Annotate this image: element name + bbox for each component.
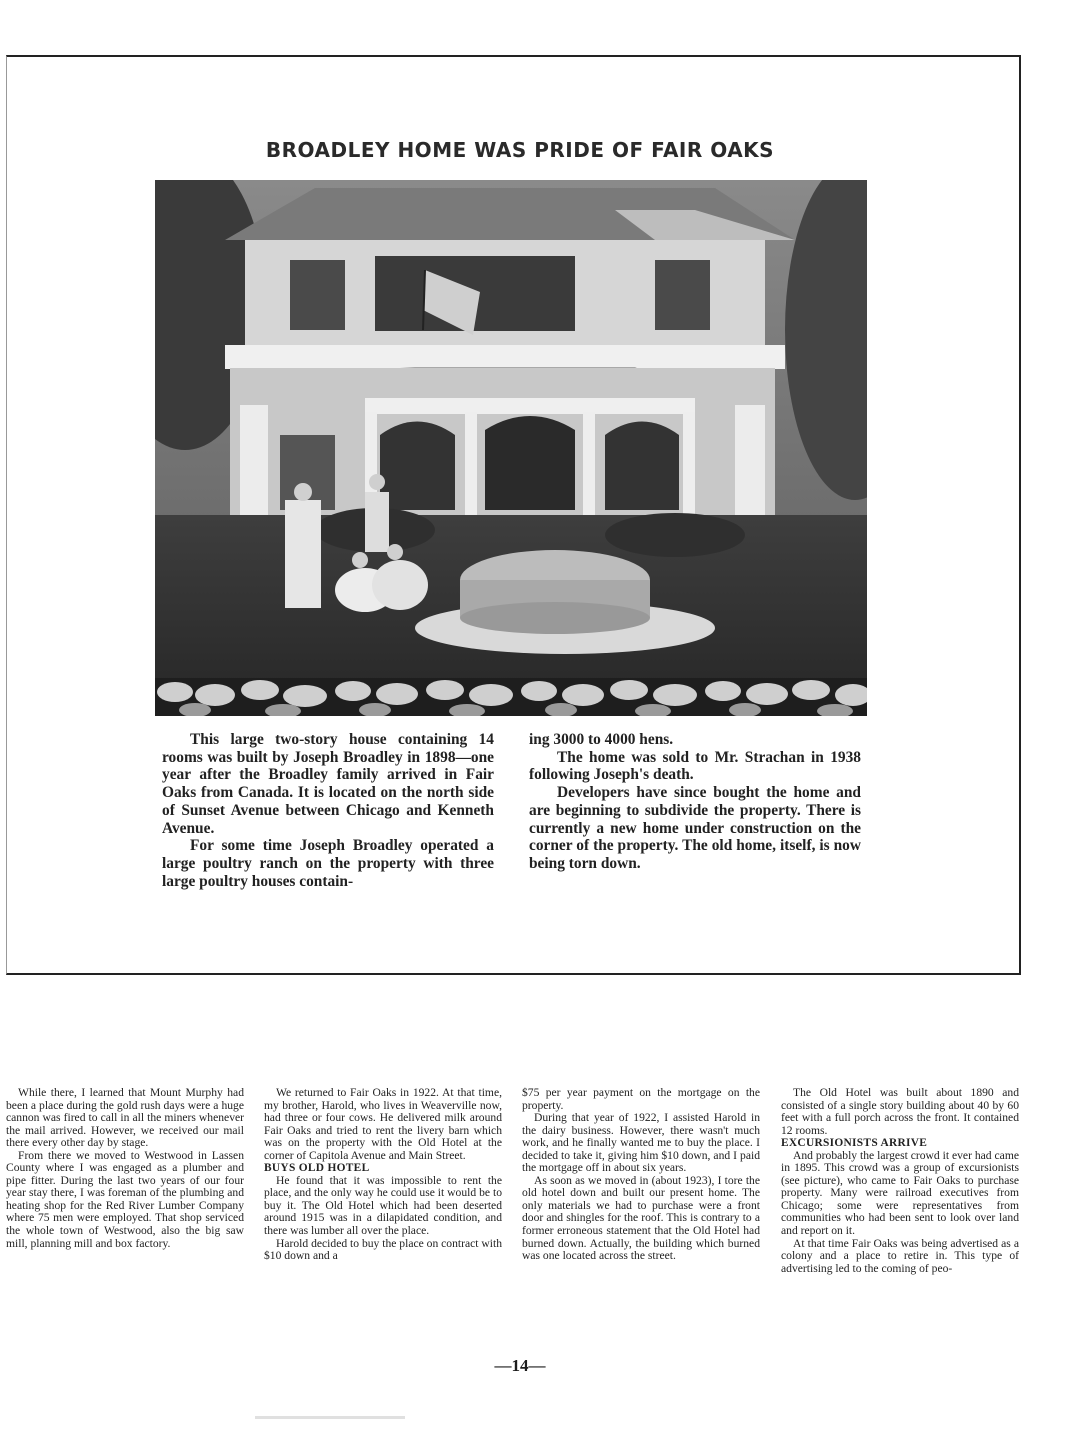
article-column-1: [6, 1087, 244, 1250]
article-paragraph: At that time Fair Oaks was being advertised as a colony and a place to retire in. This type of advertising led to the coming of peo-: [781, 1236, 1019, 1275]
caption-paragraph: Developers have since bought the home and are beginning to subdivide the property. There is currently a new home under construction on the corner of the property. The old home, itself, is now being torn down.: [529, 784, 861, 872]
article-paragraph: We returned to Fair Oaks in 1922. At that time, my brother, Harold, who lives in Weaverville now, had three or four cows. He delivered milk around Fair Oaks and tried to rent the livery barn which was on the property with the Old Hotel at the corner of Capitola Avenue and Main Street.: [264, 1086, 502, 1162]
caption-paragraph: For some time Joseph Broadley operated a large poultry ranch on the property with three large poultry houses contain-: [162, 837, 494, 890]
article-paragraph: Harold decided to buy the place on contract with $10 down and a: [264, 1236, 502, 1263]
article-paragraph: He found that it was impossible to rent the place, and the only way he could use it would be to buy it. The Old Hotel which had been deserted around 1915 was in a dilapidated condition, and there was lumber all over the place.: [264, 1173, 502, 1238]
article-paragraph: And probably the largest crowd it ever had came in 1895. This crowd was a group of excursionists (see picture), who came to Fair Oaks to purchase property. Many were railroad executives from Chicago; some were representatives from communities who had been sent to look over land and report on it.: [781, 1148, 1019, 1238]
caption-paragraph: The home was sold to Mr. Strachan in 1938 following Joseph's death.: [529, 748, 861, 784]
subheading-buys-old-hotel: BUYS OLD HOTEL: [264, 1162, 370, 1175]
article-column-4: [781, 1087, 1019, 1275]
subheading-excursionists-arrive: EXCURSIONISTS ARRIVE: [781, 1137, 928, 1150]
broadley-house-photo-icon: [155, 180, 867, 716]
caption-column-1: [162, 731, 494, 890]
article-paragraph: While there, I learned that Mount Murphy had been a place during the gold rush days were a huge cannon was fired to call in all the miners whenever the mail arrived. However, we received our mail there every other day by stage.: [6, 1086, 244, 1150]
article-paragraph: The Old Hotel was built about 1890 and consisted of a single story building about 40 by 60 feet with a full porch across the front. It contained 12 rooms.: [781, 1086, 1019, 1137]
article-paragraph: During that year of 1922, I assisted Harold in the dairy business. However, there wasn't much work, and he finally wanted me to buy the place. I decided to take it, giving him $10 down, and I paid the mortgage off in about six years.: [522, 1111, 760, 1175]
caption-column-2: [529, 731, 861, 873]
article-column-2: [264, 1087, 502, 1263]
house-photo: [155, 180, 867, 716]
article-paragraph: $75 per year payment on the mortgage on the property.: [522, 1086, 760, 1112]
page-number: —14—: [494, 1356, 546, 1375]
scan-smudge: [255, 1416, 405, 1419]
caption-paragraph: ing 3000 to 4000 hens.: [529, 731, 674, 748]
article-paragraph: As soon as we moved in (about 1923), I tore the old hotel down and built our present home. The only materials we had to purchase were a front door and shingles for the roof. This is contrary to a former erroneous statement that the Old Hotel had burned down. Actually, the building which burned was one located across the street.: [522, 1173, 760, 1263]
article-paragraph: From there we moved to Westwood in Lassen County where I was engaged as a plumber and pipe fitter. During the last two years of our four year stay there, I was foreman of the plumbing and heating shop for the Red River Lumber Company where 75 men were employed. That shop serviced the whole town of Westwood, also the big saw mill, planning mill and box factory.: [6, 1148, 244, 1250]
headline: BROADLEY HOME WAS PRIDE OF FAIR OAKS: [265, 138, 775, 162]
caption-paragraph: This large two-story house containing 14 rooms was built by Joseph Broadley in 1898—one year after the Broadley family arrived in Fair Oaks from Canada. It is located on the north side of Sunset Avenue between Chicago and Kenneth Avenue.: [162, 731, 494, 837]
article-column-3: [522, 1087, 760, 1263]
